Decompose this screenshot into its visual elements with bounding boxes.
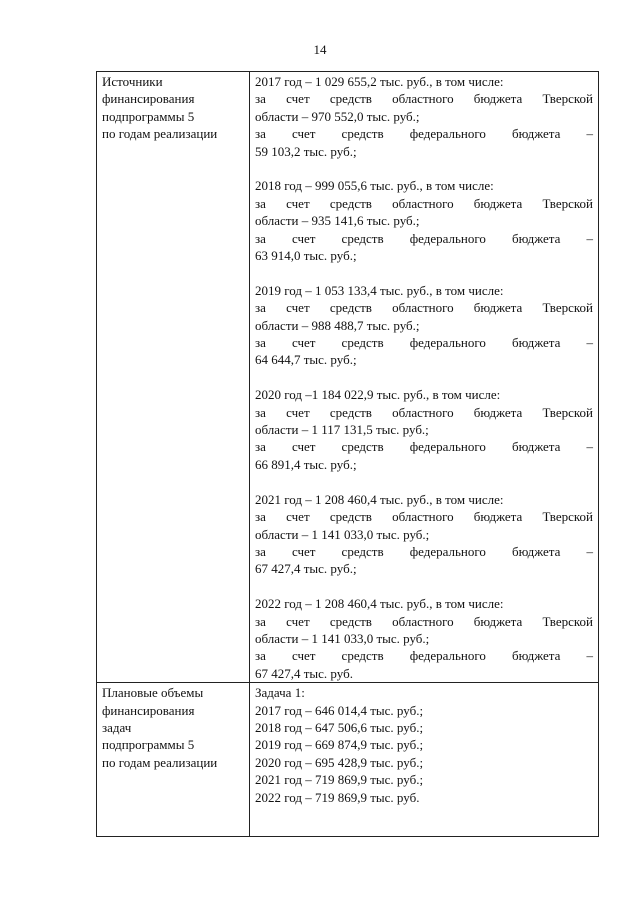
row-label-line: по годам реализации — [102, 126, 218, 142]
year-block — [255, 491, 593, 578]
task-year-line: 2020 год – 695 428,9 тыс. руб.; — [255, 754, 424, 770]
year-header: 2017 год – 1 029 655,2 тыс. руб., в том числе: — [255, 74, 504, 89]
task-title: Задача 1: — [255, 685, 305, 701]
regional-budget-line: за счет средств областного бюджета Тверской — [255, 404, 593, 420]
row-label-line: задач — [102, 719, 132, 735]
year-header: 2019 год – 1 053 133,4 тыс. руб., в том числе: — [255, 282, 504, 298]
page-number: 14 — [313, 42, 327, 57]
year-header: 2021 год – 1 208 460,4 тыс. руб., в том числе: — [255, 491, 504, 507]
federal-budget-line: за счет средств федерального бюджета – — [255, 543, 593, 559]
federal-budget-amount: 64 644,7 тыс. руб.; — [255, 352, 357, 368]
task-year-line: 2022 год – 719 869,9 тыс. руб. — [255, 789, 420, 805]
row-value-cell — [250, 72, 599, 683]
row-label-line: финансирования — [102, 702, 195, 718]
row-label-line: подпрограммы 5 — [102, 108, 195, 124]
federal-budget-line: за счет средств федерального бюджета – — [255, 230, 593, 246]
task-year-line: 2018 год – 647 506,6 тыс. руб.; — [255, 719, 424, 735]
federal-budget-amount: 59 103,2 тыс. руб.; — [255, 143, 357, 159]
regional-budget-line: за счет средств областного бюджета Тверской — [255, 613, 593, 629]
row-label-line: Плановые объемы — [102, 685, 204, 701]
year-block — [255, 386, 593, 473]
row-label-cell — [97, 72, 250, 683]
row-value-cell — [250, 683, 599, 837]
regional-budget-amount: области – 1 117 131,5 тыс. руб.; — [255, 422, 429, 438]
federal-budget-amount: 67 427,4 тыс. руб.; — [255, 561, 357, 577]
table-row — [97, 683, 599, 837]
year-header: 2022 год – 1 208 460,4 тыс. руб., в том числе: — [255, 596, 504, 612]
regional-budget-amount: области – 988 488,7 тыс. руб.; — [255, 317, 420, 333]
row-label-line: по годам реализации — [102, 754, 218, 770]
task-year-line: 2021 год – 719 869,9 тыс. руб.; — [255, 772, 424, 788]
row-label-line: подпрограммы 5 — [102, 737, 195, 753]
regional-budget-line: за счет средств областного бюджета Тверской — [255, 195, 593, 211]
year-block — [255, 73, 593, 160]
federal-budget-line: за счет средств федерального бюджета – — [255, 126, 593, 142]
year-header: 2018 год – 999 055,6 тыс. руб., в том числе: — [255, 178, 494, 194]
regional-budget-line: за счет средств областного бюджета Тверской — [255, 91, 593, 107]
year-block — [255, 177, 593, 264]
federal-budget-line: за счет средств федерального бюджета – — [255, 335, 593, 351]
regional-budget-line: за счет средств областного бюджета Тверской — [255, 509, 593, 525]
federal-budget-amount: 67 427,4 тыс. руб. — [255, 665, 353, 681]
task-year-line: 2019 год – 669 874,9 тыс. руб.; — [255, 737, 424, 753]
federal-budget-amount: 66 891,4 тыс. руб.; — [255, 456, 357, 472]
federal-budget-line: за счет средств федерального бюджета – — [255, 648, 593, 664]
regional-budget-amount: области – 1 141 033,0 тыс. руб.; — [255, 526, 430, 542]
task-year-line: 2017 год – 646 014,4 тыс. руб.; — [255, 702, 424, 718]
financing-table — [96, 71, 599, 837]
federal-budget-amount: 63 914,0 тыс. руб.; — [255, 248, 357, 264]
table-row — [97, 72, 599, 683]
year-header: 2020 год –1 184 022,9 тыс. руб., в том числе: — [255, 387, 501, 403]
row-label-line: Источники — [102, 74, 163, 89]
row-label-cell — [97, 683, 250, 837]
federal-budget-line: за счет средств федерального бюджета – — [255, 439, 593, 455]
regional-budget-amount: области – 1 141 033,0 тыс. руб.; — [255, 630, 430, 646]
regional-budget-amount: области – 935 141,6 тыс. руб.; — [255, 213, 420, 229]
regional-budget-amount: области – 970 552,0 тыс. руб.; — [255, 108, 420, 124]
year-block — [255, 282, 593, 369]
row-label-line: финансирования — [102, 91, 195, 107]
regional-budget-line: за счет средств областного бюджета Тверской — [255, 300, 593, 316]
year-block — [255, 595, 593, 682]
